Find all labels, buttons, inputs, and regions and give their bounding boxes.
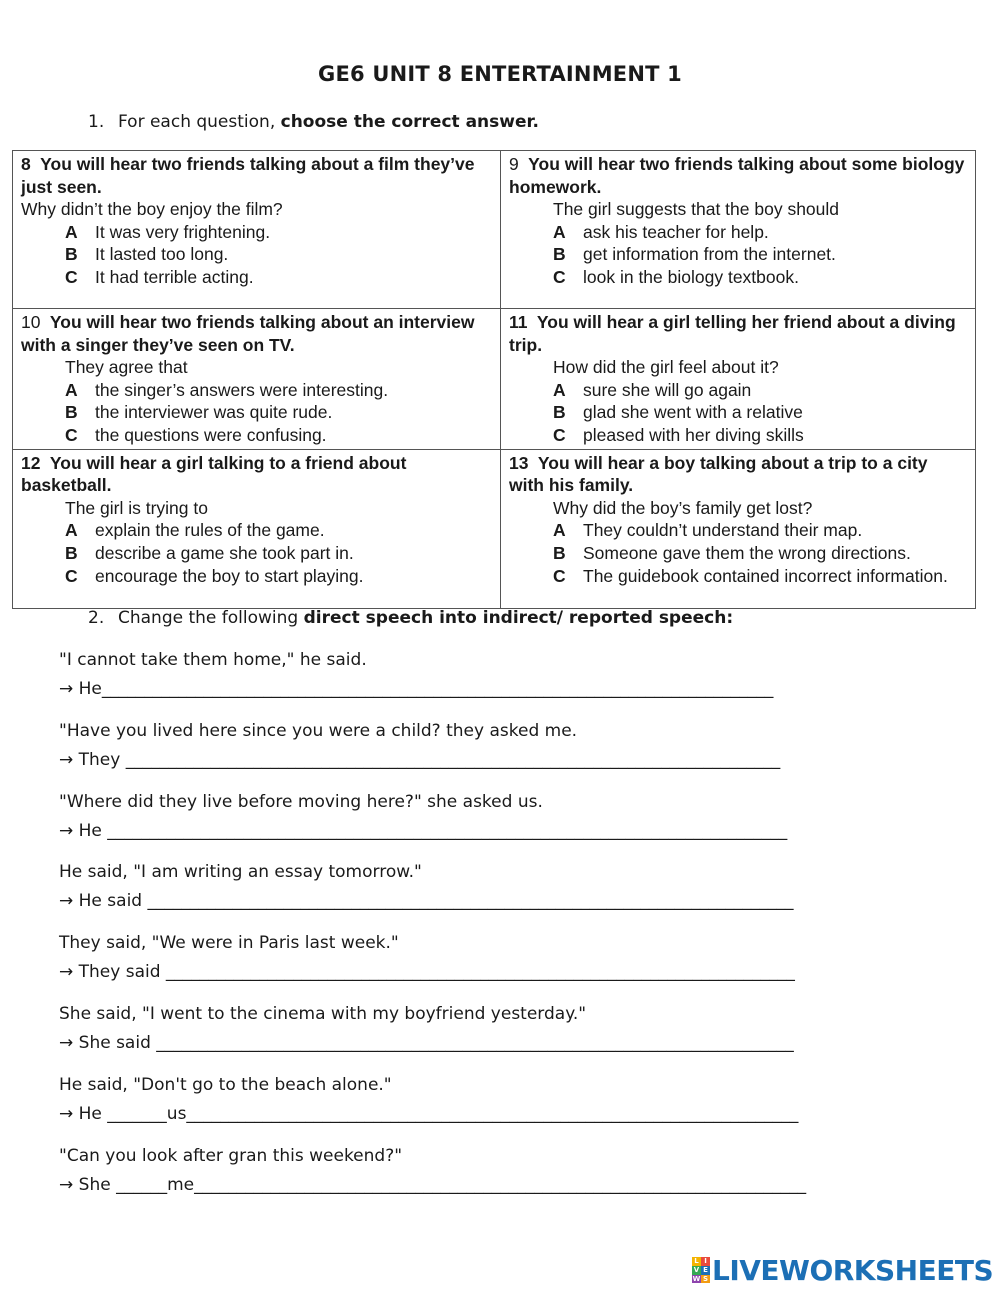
answer-line[interactable]: → He ________________________________________________________________________________ — [59, 821, 788, 841]
option-b[interactable]: B glad she went with a relative — [553, 402, 803, 423]
question-heading: You will hear a girl telling her friend about a diving trip. — [509, 312, 956, 355]
answer-line[interactable]: → She ______me________________________________________________________________________ — [59, 1175, 807, 1195]
question-stem: Why didn’t the boy enjoy the film? — [21, 199, 283, 220]
answer-line[interactable]: → He said ____________________________________________________________________________ — [59, 891, 794, 911]
question-heading: You will hear a girl talking to a friend about basketball. — [21, 452, 407, 496]
question-cell — [501, 449, 976, 608]
option-b[interactable]: B Someone gave them the wrong directions. — [553, 542, 911, 563]
section-2-text: Change the following — [118, 608, 304, 628]
question-heading: You will hear a boy talking about a trip to a city with his family. — [509, 452, 928, 496]
option-b[interactable]: B get information from the internet. — [553, 244, 836, 265]
option-a[interactable]: A explain the rules of the game. — [65, 520, 325, 541]
logo-tile: I — [701, 1257, 710, 1266]
page-title: GE6 UNIT 8 ENTERTAINMENT 1 — [318, 62, 682, 86]
question-cell — [13, 309, 501, 450]
question-number: 12 — [21, 452, 41, 473]
question-heading: You will hear two friends talking about an interview with a singer they’ve seen on TV. — [21, 312, 475, 355]
exercise-sentence: They said, "We were in Paris last week." — [59, 933, 399, 953]
question-number: 8 — [21, 154, 31, 174]
logo-mark-icon — [692, 1257, 710, 1283]
question-stem: The girl is trying to — [65, 497, 208, 518]
exercise-sentence: "Can you look after gran this weekend?" — [59, 1146, 403, 1166]
exercise-sentence: "I cannot take them home," he said. — [59, 650, 367, 670]
option-c[interactable]: C the questions were confusing. — [65, 424, 327, 445]
answer-line[interactable]: → He _______us________________________________________________________________________ — [59, 1104, 799, 1124]
question-cell — [13, 449, 501, 608]
option-c[interactable]: C look in the biology textbook. — [553, 266, 799, 287]
option-a[interactable]: A the singer’s answers were interesting. — [65, 379, 389, 400]
question-heading: You will hear two friends talking about some biology homework. — [509, 154, 965, 197]
option-c[interactable]: C pleased with her diving skills — [553, 424, 804, 445]
question-stem: Why did the boy’s family get lost? — [553, 497, 813, 518]
section-2-instruction — [88, 608, 733, 628]
logo-tile: W — [692, 1275, 701, 1283]
option-c[interactable]: C It had terrible acting. — [65, 266, 254, 287]
section-1-instruction — [88, 112, 539, 132]
answer-line[interactable]: → She said ___________________________________________________________________________ — [59, 1033, 794, 1053]
section-1-number: 1. — [88, 112, 105, 132]
question-number: 13 — [509, 452, 529, 473]
exercise-sentence: "Have you lived here since you were a child? they asked me. — [59, 721, 578, 741]
exercise-sentence: He said, "Don't go to the beach alone." — [59, 1075, 392, 1095]
question-stem: The girl suggests that the boy should — [553, 199, 840, 220]
section-2-bold: direct speech into indirect/ reported speech: — [303, 608, 734, 628]
question-number: 10 — [21, 312, 41, 332]
question-number: 9 — [509, 154, 519, 174]
exercise-sentence: She said, "I went to the cinema with my boyfriend yesterday." — [59, 1004, 587, 1024]
logo-text: LIVEWORKSHEETS — [712, 1253, 994, 1287]
section-1-text: For each question, — [118, 112, 281, 132]
question-stem: How did the girl feel about it? — [553, 357, 779, 378]
logo-tile: L — [692, 1257, 701, 1266]
question-number: 11 — [509, 312, 528, 332]
liveworksheets-logo — [692, 1255, 993, 1285]
logo-tile: E — [701, 1266, 710, 1275]
answer-line[interactable]: → They _____________________________________________________________________________ — [59, 750, 781, 770]
answer-line[interactable]: → He_______________________________________________________________________________ — [59, 679, 774, 699]
option-c[interactable]: C encourage the boy to start playing. — [65, 565, 364, 586]
section-1-bold: choose the correct answer. — [280, 112, 539, 132]
answer-line[interactable]: → They said __________________________________________________________________________ — [59, 962, 795, 982]
option-a[interactable]: A They couldn’t understand their map. — [553, 520, 863, 541]
question-cell — [501, 151, 976, 309]
question-stem: They agree that — [65, 357, 188, 378]
option-b[interactable]: B the interviewer was quite rude. — [65, 402, 333, 423]
option-b[interactable]: B It lasted too long. — [65, 244, 229, 265]
question-heading: You will hear two friends talking about a film they’ve just seen. — [21, 154, 475, 197]
option-b[interactable]: B describe a game she took part in. — [65, 542, 354, 563]
question-cell — [13, 151, 501, 309]
question-cell — [501, 309, 976, 450]
logo-tile: S — [702, 1275, 709, 1283]
section-2-number: 2. — [88, 608, 105, 628]
option-a[interactable]: A It was very frightening. — [65, 221, 271, 242]
exercise-sentence: "Where did they live before moving here?" she asked us. — [59, 792, 543, 812]
option-a[interactable]: A sure she will go again — [553, 379, 752, 400]
option-a[interactable]: A ask his teacher for help. — [553, 221, 769, 242]
option-c[interactable]: C The guidebook contained incorrect information. — [553, 565, 948, 586]
questions-table — [12, 150, 976, 609]
exercise-sentence: He said, "I am writing an essay tomorrow." — [59, 862, 422, 882]
logo-tile: V — [693, 1266, 700, 1274]
